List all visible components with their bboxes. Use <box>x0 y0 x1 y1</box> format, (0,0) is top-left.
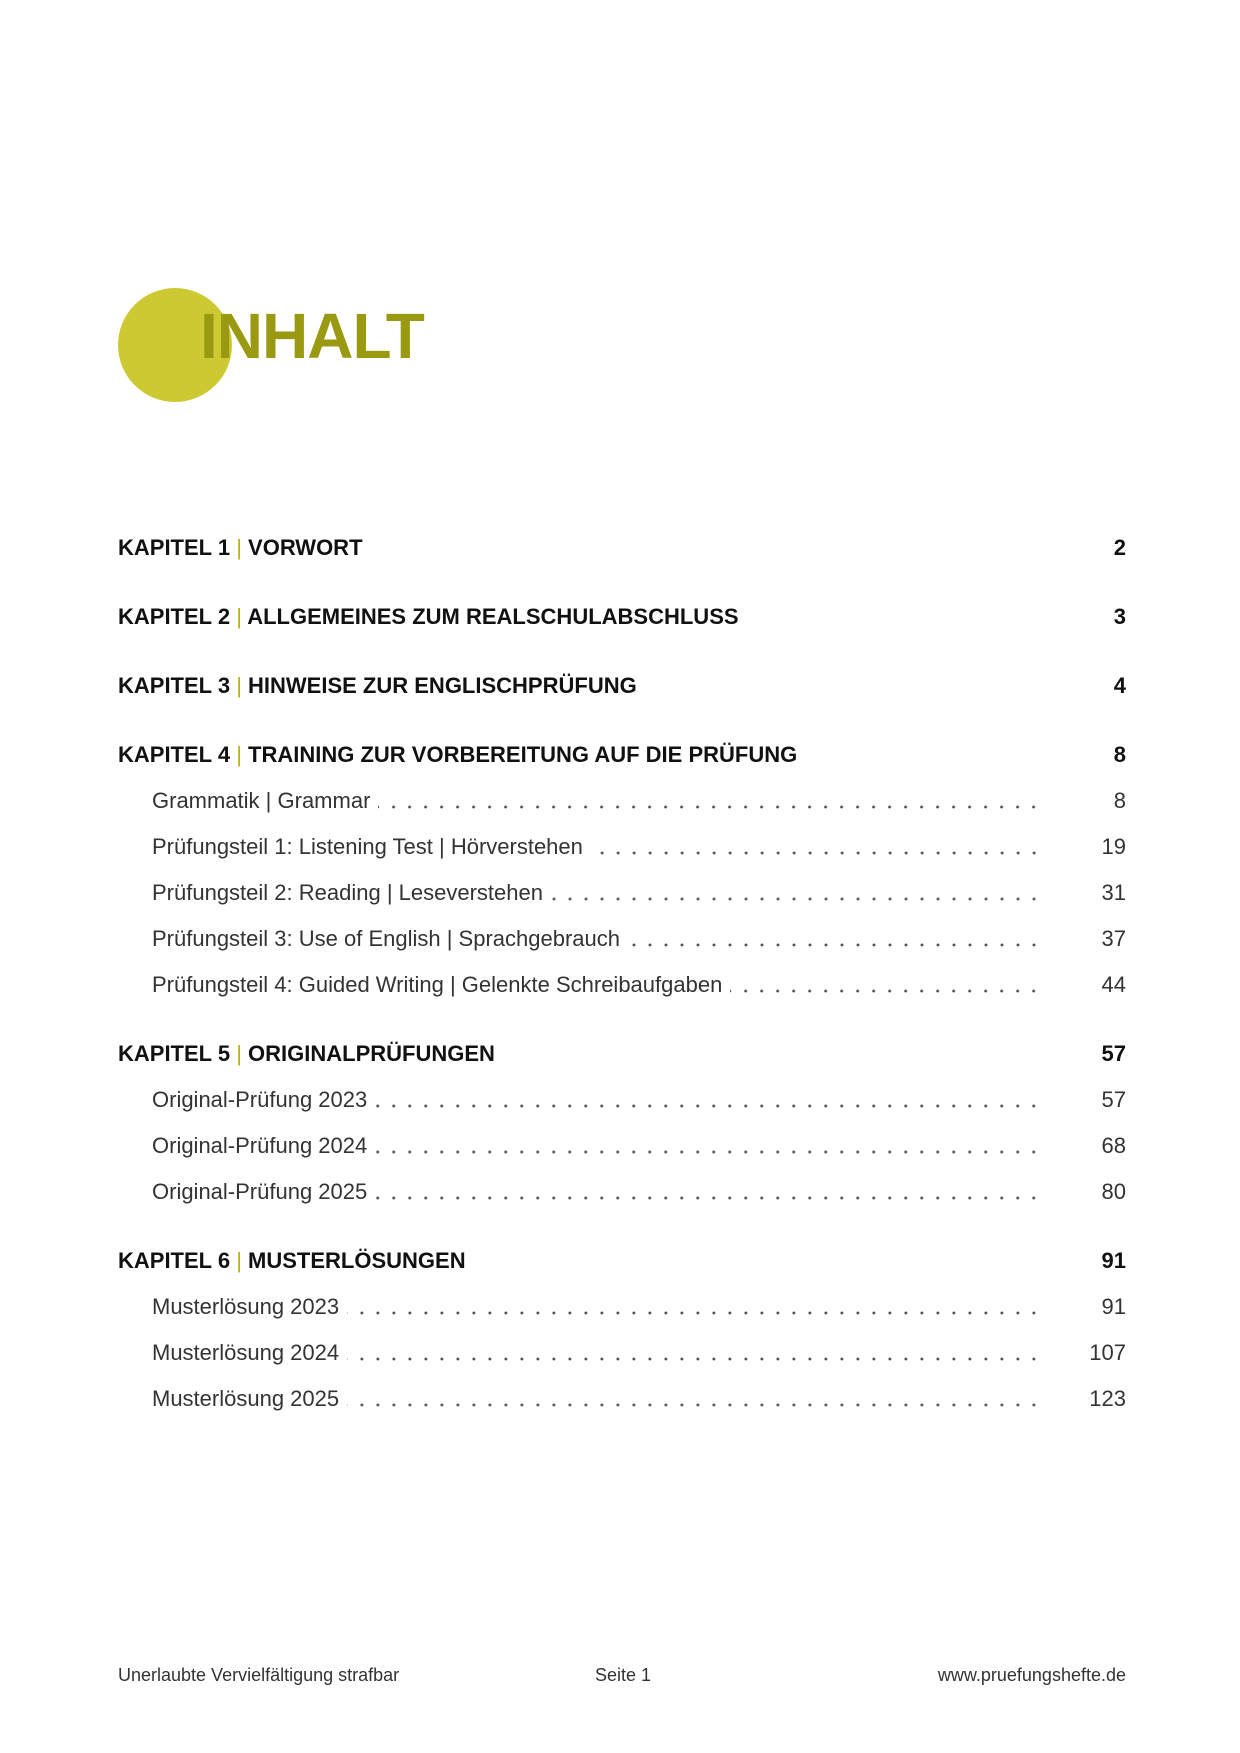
toc-entry[interactable] <box>118 1336 1126 1370</box>
toc-entry-label: Prüfungsteil 3: Use of English | Sprachgebrauch <box>152 926 620 951</box>
toc-chapter-number: KAPITEL 2 <box>118 604 231 629</box>
toc-chapter-row[interactable] <box>118 1037 1126 1071</box>
toc-chapter-title: TRAINING ZUR VORBEREITUNG AUF DIE PRÜFUNG <box>248 742 798 767</box>
toc-chapter-separator: | <box>236 1248 242 1273</box>
toc-chapter-number: KAPITEL 3 <box>118 673 231 698</box>
table-of-contents <box>118 531 1126 1416</box>
toc-entry-label: Grammatik | Grammar <box>152 788 371 813</box>
toc-entry-label: Prüfungsteil 4: Guided Writing | Gelenkte Schreibaufgaben <box>152 972 723 997</box>
toc-entry-page: 80 <box>1101 1179 1126 1204</box>
toc-chapter-number: KAPITEL 1 <box>118 535 231 560</box>
dot-leader <box>375 1196 1042 1200</box>
toc-chapter-label <box>118 1041 495 1067</box>
toc-chapter-row[interactable] <box>118 600 1126 634</box>
toc-entry[interactable] <box>118 830 1126 864</box>
toc-entry-label: Musterlösung 2025 <box>152 1386 340 1411</box>
toc-chapter-row[interactable] <box>118 531 1126 565</box>
toc-entry-page: 57 <box>1101 1087 1126 1112</box>
toc-entry[interactable] <box>118 1129 1126 1163</box>
toc-entry[interactable] <box>118 922 1126 956</box>
toc-chapter-number: KAPITEL 4 <box>118 742 231 767</box>
toc-chapter-label <box>118 742 797 768</box>
toc-chapter-label <box>118 604 739 630</box>
dot-leader <box>628 943 1042 947</box>
toc-chapter-page: 8 <box>1113 742 1126 767</box>
toc-entry[interactable] <box>118 784 1126 818</box>
toc-entry-page: 91 <box>1101 1294 1126 1319</box>
toc-entry-label: Musterlösung 2024 <box>152 1340 340 1365</box>
dot-leader <box>347 1311 1042 1315</box>
toc-chapter-label <box>118 1248 466 1274</box>
footer-copyright-notice: Unerlaubte Vervielfältigung strafbar <box>118 1665 400 1685</box>
toc-entry-page: 123 <box>1089 1386 1126 1411</box>
toc-chapter-separator: | <box>236 1041 242 1066</box>
toc-entry-page: 44 <box>1101 972 1126 997</box>
toc-entry-page: 8 <box>1113 788 1126 813</box>
toc-entry-label: Original-Prüfung 2024 <box>152 1133 368 1158</box>
dot-leader <box>375 1150 1042 1154</box>
toc-chapter-row[interactable] <box>118 1244 1126 1278</box>
toc-entry-label: Original-Prüfung 2025 <box>152 1179 368 1204</box>
toc-chapter-page: 57 <box>1101 1041 1126 1066</box>
toc-chapter-page: 4 <box>1113 673 1126 698</box>
toc-entry-label: Prüfungsteil 1: Listening Test | Hörverstehen <box>152 834 583 859</box>
toc-chapter-title: ORIGINALPRÜFUNGEN <box>248 1041 495 1066</box>
toc-chapter-separator: | <box>236 535 242 560</box>
dot-leader <box>730 989 1042 993</box>
toc-entry-label: Original-Prüfung 2023 <box>152 1087 368 1112</box>
toc-chapter-separator: | <box>236 742 242 767</box>
toc-entry-list <box>118 784 1126 1002</box>
toc-chapter-title: ALLGEMEINES ZUM REALSCHULABSCHLUSS <box>247 604 739 629</box>
toc-entry[interactable] <box>118 968 1126 1002</box>
dot-leader <box>347 1403 1042 1407</box>
page-heading <box>118 288 518 403</box>
page-title: INHALT <box>200 300 424 372</box>
toc-chapter-row[interactable] <box>118 669 1126 703</box>
toc-chapter-title: MUSTERLÖSUNGEN <box>248 1248 466 1273</box>
toc-entry[interactable] <box>118 1382 1126 1416</box>
footer-website: www.pruefungshefte.de <box>937 1665 1126 1685</box>
toc-chapter-separator: | <box>236 673 242 698</box>
toc-chapter-separator: | <box>236 604 242 629</box>
toc-chapter-label <box>118 535 363 561</box>
toc-entry-page: 37 <box>1101 926 1126 951</box>
toc-entry[interactable] <box>118 1175 1126 1209</box>
toc-chapter-number: KAPITEL 5 <box>118 1041 231 1066</box>
toc-entry-page: 107 <box>1089 1340 1126 1365</box>
footer-page-number: Seite 1 <box>595 1665 652 1685</box>
toc-chapter-page: 2 <box>1113 535 1126 560</box>
toc-entry[interactable] <box>118 1290 1126 1324</box>
toc-entry-list <box>118 1083 1126 1209</box>
toc-entry-page: 19 <box>1101 834 1126 859</box>
toc-entry[interactable] <box>118 876 1126 910</box>
toc-chapter-page: 3 <box>1113 604 1126 629</box>
dot-leader <box>347 1357 1042 1361</box>
toc-entry-list <box>118 1290 1126 1416</box>
page-footer <box>118 1665 1126 1691</box>
toc-entry-page: 31 <box>1101 880 1126 905</box>
toc-chapter-number: KAPITEL 6 <box>118 1248 231 1273</box>
toc-entry-label: Musterlösung 2023 <box>152 1294 340 1319</box>
toc-chapter-title: VORWORT <box>248 535 363 560</box>
toc-entry[interactable] <box>118 1083 1126 1117</box>
toc-chapter-label <box>118 673 637 699</box>
toc-entry-label: Prüfungsteil 2: Reading | Leseverstehen <box>152 880 543 905</box>
dot-leader <box>378 805 1042 809</box>
toc-chapter-page: 91 <box>1101 1248 1126 1273</box>
dot-leader <box>375 1104 1042 1108</box>
dot-leader <box>551 897 1042 901</box>
dot-leader <box>591 851 1042 855</box>
toc-chapter-title: HINWEISE ZUR ENGLISCHPRÜFUNG <box>248 673 637 698</box>
toc-entry-page: 68 <box>1101 1133 1126 1158</box>
toc-chapter-row[interactable] <box>118 738 1126 772</box>
